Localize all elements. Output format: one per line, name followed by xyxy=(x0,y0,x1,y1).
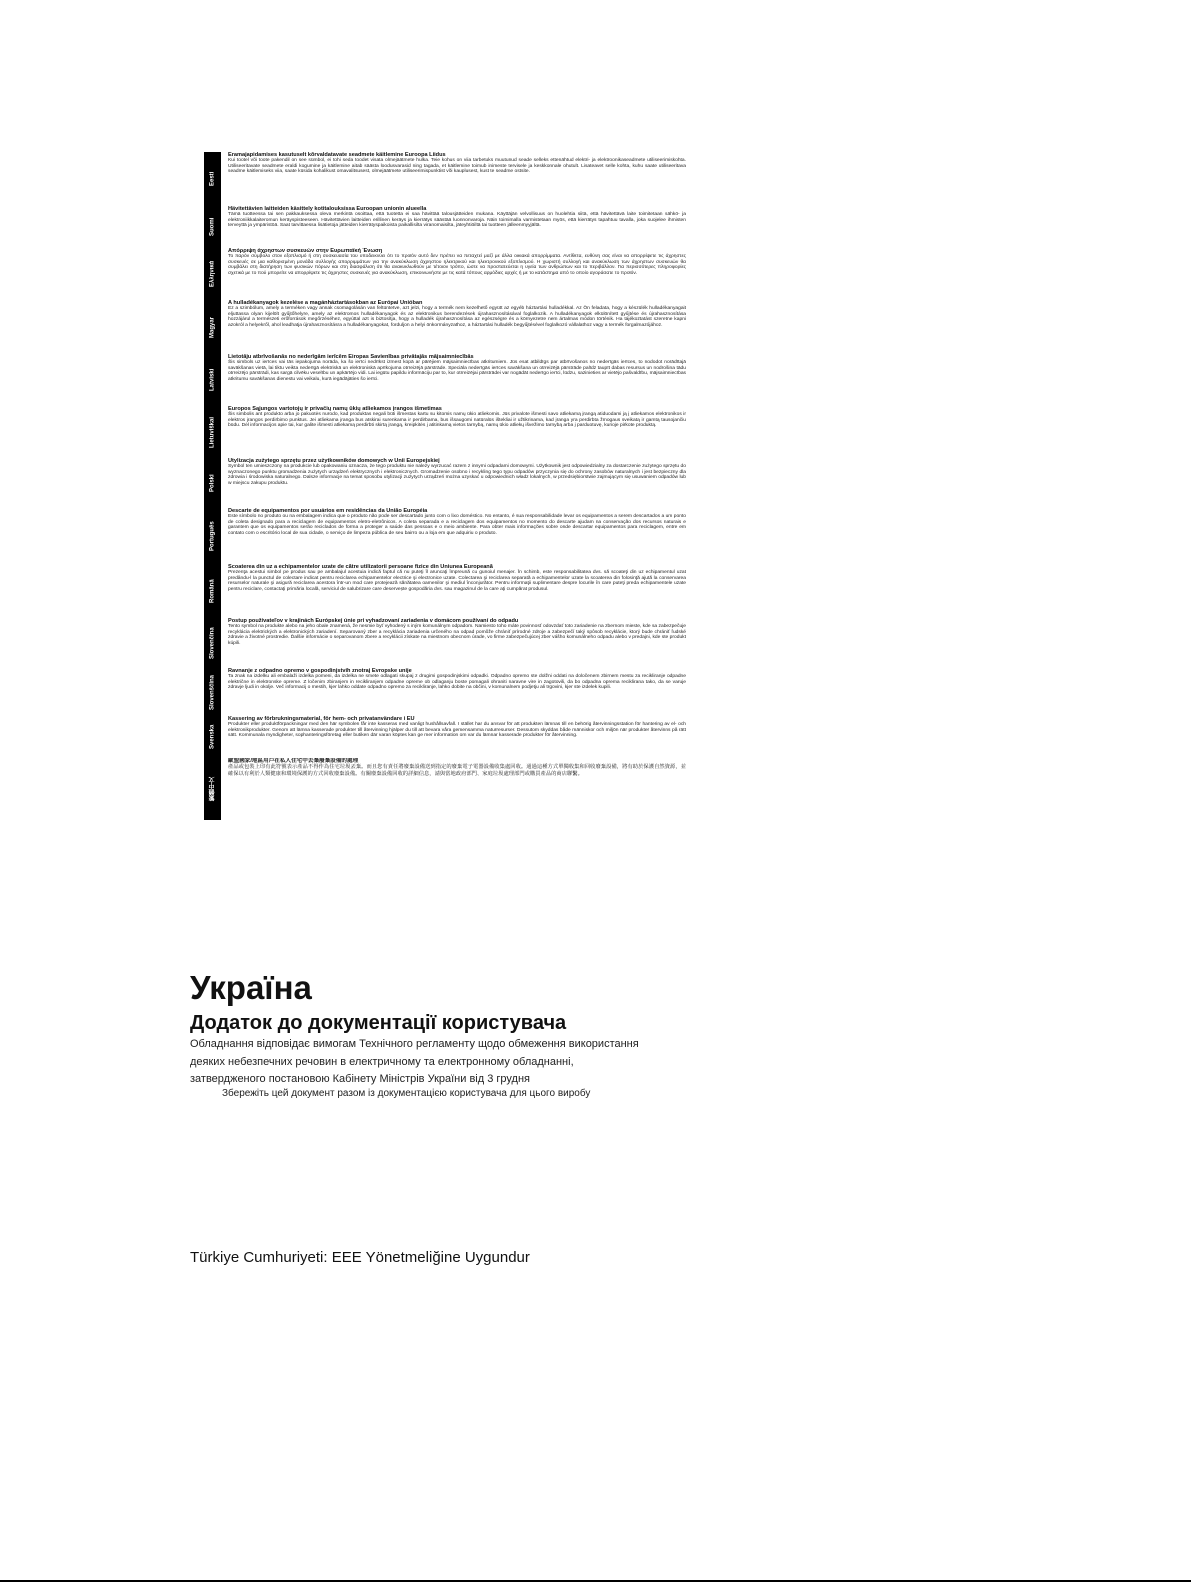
ukraine-subheading: Додаток до документації користувача xyxy=(190,1012,567,1034)
section-body: Το παρόν σύμβολο στον εξοπλισμό ή στη συσκευασία του υποδεικνύει ότι το προϊόν αυτό δεν πρέπει να πεταχτεί μαζί με άλλα οικιακά απορρίμματα. Αντίθετα, ευθύνη σας είναι να απορρίψετε τις άχρηστες συσκευές σε μια καθορισμένη μονάδα συλλογής απορριμμάτων για την ανακύκλωση άχρηστου ηλεκτρικού και ηλεκτρονικού εξοπλισμού. Η χωριστή συλλογή και ανακύκλωση των άχρηστων συσκευών θα συμβάλει στη διατήρηση των φυσικών πόρων και στη διασφάλιση ότι θα ανακυκλωθούν με τέτοιον τρόπο, ώστε να προστατεύεται η υγεία των ανθρώπων και το περιβάλλον. Για περισσότερες πληροφορίες σχετικά με το πού μπορείτε να απορρίψετε τις άχρηστες συσκευές για ανακύκλωση, επικοινωνήστε με τις κατά τόπους αρμόδιες αρχές ή με το κατάστημα από το οποίο αγοράσατε το προϊόν. xyxy=(228,254,686,276)
weee-section-latvian xyxy=(204,354,686,406)
lang-label: Slovenčina xyxy=(209,627,216,659)
section-body: Produkter eller produktförpackningar med den här symbolen får inte kasseras med vanligt hushållsavfall. I stället har du ansvar för att produkten lämnas till en behörig återvinningsstation för hantering av el- och elektronikprodukter. Genom att lämna kasserade produkter till återvinning hjälper du till att bevara våra gemensamma naturresurser. Dessutom skyddas både människor och miljön när produkter återvinns på rätt sätt. Kommunala myndigheter, sophanteringsföretag eller butiken där varan köptes kan ge mer information om var du lämnar kasserade produkter för återvinning. xyxy=(228,722,686,739)
section-body: Tento symbol na produkte alebo na jeho obale znamená, že nesmie byť vyhodený s iným komunálnym odpadom. Namiesto toho máte povinnosť odovzdať toto zariadenie na zbernom mieste, kde sa zabezpečuje recyklácia elektrických a elektronických zariadení. Separovaný zber a recyklácia zariadenia určeného na odpad pomôže chrániť prírodné zdroje a zabezpečí taký spôsob recyklácie, ktorý bude chrániť ľudské zdravie a životné prostredie. Ďalšie informácie o separovanom zbere a recyklácii získate na miestnom obecnom úrade, vo firme zabezpečujúcej zber vášho komunálneho odpadu alebo v predajni, kde ste produkt kúpili. xyxy=(228,624,686,646)
section-body: Ta znak na izdelku ali embalaži izdelka pomeni, da izdelka ne smete odlagati skupaj z drugimi gospodinjskimi odpadki. Odpadno opremo ste dolžni oddati na določenem zbirnem mestu za recikliranje odpadne električne in elektronske opreme. Z ločenim zbiranjem in recikliranjem odpadne opreme ob odlaganju boste pomagali ohraniti naravne vire in zagotovili, da bo odpadna oprema reciklirana tako, da se varuje zdravje ljudi in okolje. Več informacij o mestih, kjer lahko oddate odpadno opremo za recikliranje, lahko dobite na občini, v komunalnem podjetju ali trgovini, kjer ste izdelek kupili. xyxy=(228,674,686,691)
lang-label: Suomi xyxy=(209,217,216,237)
lang-label: 繁體中文 xyxy=(210,777,216,801)
weee-section-lithuanian xyxy=(204,406,686,458)
lang-label: Română xyxy=(209,579,216,603)
section-title: Eramajapidamises kasutuselt kõrvaldatavate seadmete käitlemine Euroopa Liidus xyxy=(228,152,446,158)
section-title: Kassering av förbrukningsmaterial, för hem- och privatanvändare i EU xyxy=(228,716,415,722)
weee-section-slovak xyxy=(204,618,686,668)
lang-label: Lietuviškai xyxy=(209,416,216,448)
lang-label: Português xyxy=(209,521,216,551)
section-body: Tämä tuotteessa tai sen pakkauksessa oleva merkintä osoittaa, että tuotetta ei saa hävittää talousjätteiden mukana. Käyttäjän velvollisuus on huolehtia siitä, että hävitettävä laite toimitetaan sähkö- ja elektroniikkalaiteromun keräyspisteeseen. Hävitettävien laitteiden erillinen keräys ja kierrätys säästää luonnonvaroja. Näin toimimalla varmistetaan myös, että kierrätys tapahtuu tavalla, joka suojelee ihmisten terveyttä ja ympäristöä. Saat tarvittaessa lisätietoja jätteiden kierrätyspaikoista paikallisilta viranomaisilta, jäteyhtiöiltä tai tuotteen jälleenmyyjältä. xyxy=(228,212,686,229)
weee-section-polish xyxy=(204,458,686,508)
ukraine-keep-document-note: Збережіть цей документ разом із документацією користувача для цього виробу xyxy=(222,1088,591,1099)
section-title: Descarte de equipamentos por usuários em residências da União Européia xyxy=(228,508,428,514)
section-body: Symbol ten umieszczony na produkcie lub opakowaniu oznacza, że tego produktu nie należy wyrzucać razem z innymi odpadami domowymi. Użytkownik jest odpowiedzialny za dostarczenie zużytego sprzętu do wyznaczonego punktu gromadzenia zużytych urządzeń elektrycznych i elektronicznych. Gromadzenie osobno i recykling tego typu odpadów przyczynia się do ochrony zasobów naturalnych i jest bezpieczny dla zdrowia i środowiska naturalnego. Dalsze informacje na temat sposobu utylizacji zużytych urządzeń można uzyskać u odpowiednich władz lokalnych, w przedsiębiorstwie zajmującym się usuwaniem odpadów lub w miejscu zakupu produktu. xyxy=(228,464,686,486)
section-body: Ez a szimbólum, amely a terméken vagy annak csomagolásán van feltüntetve, azt jelzi, hogy a termék nem kezelhető együtt az egyéb háztartási hulladékkal. Az Ön feladata, hogy a készülék hulladékanyagait eljuttassa olyan kijelölt gyűjtőhelyre, amely az elektromos hulladékanyagok és az elektronikus berendezések újrahasznosításával foglalkozik. A hulladékanyagok elkülönített gyűjtése és újrahasznosítása hozzájárul a természeti erőforrások megőrzéséhez, egyúttal azt is biztosítja, hogy a hulladék újrahasznosítása az egészségre és a környezetre nem ártalmas módon történik. Ha tájékoztatást szeretne kapni azokról a helyekről, ahol leadhatja újrahasznosításra a hulladékanyagokat, forduljon a helyi önkormányzathoz, a háztartási hulladék begyűjtésével foglalkozó vállalathoz vagy a termék forgalmazójához. xyxy=(228,306,686,328)
lang-label: Eesti xyxy=(209,171,216,187)
section-body: Este símbolo no produto ou na embalagem indica que o produto não pode ser descartado junto com o lixo doméstico. No entanto, é sua responsabilidade levar os equipamentos a serem descartados a um ponto de coleta designado para a reciclagem de equipamentos eletro-eletrônicos. A coleta separada e a reciclagem dos equipamentos no momento do descarte ajudam na conservação dos recursos naturais e garantem que os equipamentos serão reciclados de forma a proteger a saúde das pessoas e o meio ambiente. Para obter mais informações sobre onde descartar equipamentos para reciclagem, entre em contato com o escritório local de sua cidade, o serviço de limpeza pública de seu bairro ou a loja em que adquiriu o produto. xyxy=(228,514,686,536)
section-title: Postup používateľov v krajinách Európskej únie pri vyhadzovaní zariadenia v domácom používaní do odpadu xyxy=(228,618,519,624)
weee-section-slovenian xyxy=(204,668,686,716)
weee-section-hungarian xyxy=(204,300,686,354)
section-title: Europos Sąjungos vartotojų ir privačių namų ūkių atliekamos įrangos išmetimas xyxy=(228,406,442,412)
section-title: Lietotāju atbrīvošanās no nederīgām ierīcēm Eiropas Savienības privātajās mājsaimniecībās xyxy=(228,354,474,360)
weee-section-greek xyxy=(204,248,686,300)
lang-label: Ελληνικά xyxy=(209,260,216,288)
weee-section-romanian xyxy=(204,564,686,618)
section-body: Prezenţa acestui simbol pe produs sau pe ambalajul acestuia indică faptul că nu puteţi îl aruncaţi împreună cu gunoiul menajer. În schimb, este responsabilitatea dvs. să scoateţi din uz echipamentul uzat predându-l la punctul de colectare indicat pentru reciclarea echipamentelor electrice şi electronice uzate. Colectarea şi reciclarea separată a echipamentelor uzate la scoaterea din folosinţă ajută la conservarea resurselor naturale şi asigură reciclarea acestora într-un mod care protejează sănătatea oamenilor şi mediul înconjurător. Pentru informaţii suplimentare despre locurile în care puteţi preda echipamentele uzate pentru reciclare, contactaţi primăria locală, serviciul de salubrizare care deservește gospodăria dvs. sau magazinul de la care aţi cumpărat produsul. xyxy=(228,570,686,592)
ukraine-heading: Україна xyxy=(190,969,312,1006)
section-body: Šis simbols uz ierīces vai tās iepakojuma norāda, ka šo ierīci nedrīkst izmest kopā ar pārējiem mājsaimniecības atkritumiem. Jūs esat atbildīgs par atbrīvošanos no nederīgās ierīces, to nododot norādītajā savākšanas vietā, lai tiktu veikta nederīgā elektriskā un elektroniskā aprīkojuma otrreizējā pārstrāde. Speciāla nederīgās ierīces savākšana un otrreizējā pārstrāde palīdz taupīt dabas resursus un nodrošina tādu otrreizējo pārstrādi, kas sargā cilvēku veselību un apkārtējo vidi. Lai iegūtu papildu informāciju par to, kur otrreizējai pārstrādei var nogādāt nederīgo ierīci, lūdzu, sazinieties ar vietējo pašvaldību, mājsaimniecības atkritumu savākšanas dienestu vai veikalu, kurā iegādājāties šo ierīci. xyxy=(228,360,686,382)
section-title: A hulladékanyagok kezelése a magánháztartásokban az Európai Unióban xyxy=(228,300,423,306)
weee-section-chinese xyxy=(204,758,686,820)
section-title: Hävitettävien laitteiden käsittely kotitalouksissa Euroopan unionin alueella xyxy=(228,206,427,212)
section-title: Scoaterea din uz a echipamentelor uzate de către utilizatorii persoane fizice din Uniunea Europeană xyxy=(228,564,493,570)
weee-section-finnish xyxy=(204,206,686,248)
ukraine-compliance-paragraph: Обладнання відповідає вимогам Технічного регламенту щодо обмеження використання деяких небезпечних речовин в електричному та електронному обладнанні, затвердженого постановою Кабінету Міністрів України від 3 грудня xyxy=(190,1038,639,1085)
turkey-compliance-statement: Türkiye Cumhuriyeti: EEE Yönetmeliğine Uygundur xyxy=(190,1249,530,1266)
lang-label: Svenska xyxy=(209,724,216,750)
weee-disposal-block xyxy=(204,152,686,820)
lang-label: Latviski xyxy=(209,368,216,392)
section-body: Šis simbolis ant produkto arba jo pakuotės nurodo, kad produktas negali būti išmestas kartu su kitomis namų ūkio atliekomis. Jūs privalote išmesti savo atliekamą įrangą atiduodami ją į atliekamos elektronikos ir elektros įrangos perdirbimo punktus. Jei atliekama įranga bus atskirai surenkama ir perdirbama, bus išsaugomi natūralūs ištekliai ir užtikrinama, kad įranga yra perdirbta žmogaus sveikatą ir gamtą tausojančiu būdu. Dėl informacijos apie tai, kur galite išmesti atliekamą perdirbti skirtą įrangą, kreipkitės į atitinkamą vietos tarnybą, namų ūkio atliekų išvežimo tarnybą arba į parduotuvę, kurioje pirkote produktą. xyxy=(228,412,686,429)
weee-section-portuguese xyxy=(204,508,686,564)
weee-section-swedish xyxy=(204,716,686,758)
section-title: Απόρριψη άχρηστων συσκευών στην Ευρωπαϊκή Ένωση xyxy=(228,248,383,254)
section-body: 產品或包裝上印有此符號表示產品不得作為住宅垃圾丟棄。而且您有責任將廢棄設備送到指定的廢棄電子電器設備收集處回收。通過這種方式單獨收集和回收廢棄設備，將有助於保護自然資源，並確保以有利於人類健康和環境保護的方式回收廢棄設備。有關廢棄設備回收的詳細信息，請與當地政府部門、家庭垃圾處理部門或購買產品的商店聯繫。 xyxy=(228,764,686,778)
section-body: Kui tootel või toote pakendil on see sümbol, ei tohi seda toodet visata olmejäätmete hulka. Teie kohus on viia tarbetuks muutunud seade selleks ettenähtud elektri- ja elektroonikaseadmete utiliseerimiskohta. Utiliseeritavate seadmete eraldi kogumine ja käitlemine aitab säästa loodusvarasid ning tagada, et käitlemine toimub inimeste tervisele ja keskkonnale ohutult. Lisateavet selle kohta, kuhu saate utiliseeritava seadme käitlemiseks viia, saate küsida kohalikust omavalitsusest, olmejäätmete utiliseerimispunktist või kauplusest, kust te seadme ostsite. xyxy=(228,158,686,175)
section-title: Ravnanje z odpadno opremo v gospodinjstvih znotraj Evropske unije xyxy=(228,668,412,674)
weee-section-estonian xyxy=(204,152,686,206)
section-title: 歐盟國家/地區用戶在私人住宅中丟棄廢棄設備的處理 xyxy=(228,758,359,764)
lang-label: Polski xyxy=(209,474,216,492)
lang-label: Magyar xyxy=(209,316,216,338)
lang-label: Slovenščina xyxy=(209,674,216,710)
section-title: Utylizacja zużytego sprzętu przez użytkowników domowych w Unii Europejskiej xyxy=(228,458,440,464)
footer-rule xyxy=(0,1580,1191,1582)
